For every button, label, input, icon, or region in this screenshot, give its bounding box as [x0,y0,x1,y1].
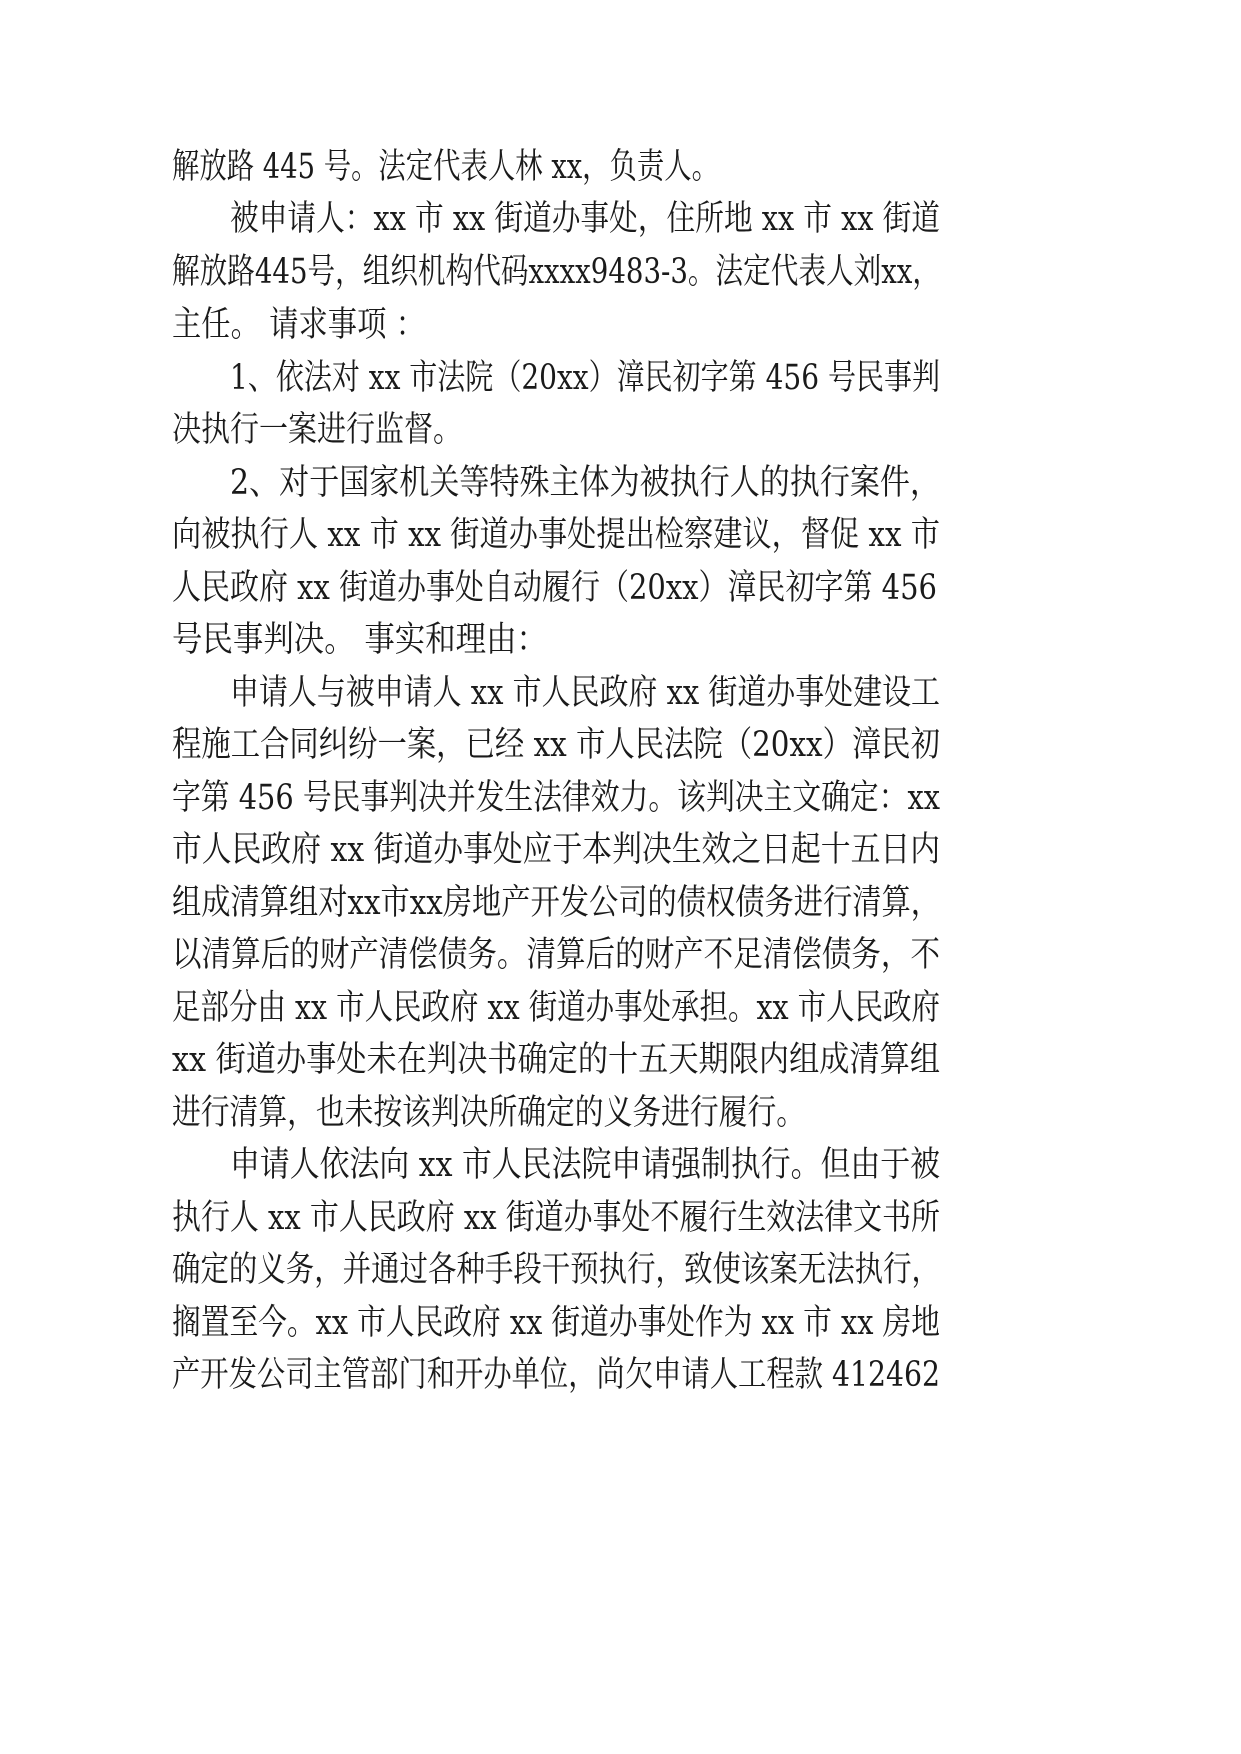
text-line [0,139,1241,195]
text-line [0,1085,1241,1141]
line-text: 决执行一案进行监督。 [172,410,462,450]
line-text: 搁置至今。xx 市人民政府 xx 街道办事处作为 xx 市 xx 房地 [172,1303,940,1343]
text-line [0,1347,1241,1403]
text-line [0,927,1241,983]
line-text: 被申请人：xx 市 xx 街道办事处，住所地 xx 市 xx 街道 [230,199,940,239]
line-text: 组成清算组对xx市xx房地产开发公司的债权债务进行清算， [172,883,940,923]
text-line [0,1137,1241,1193]
line-text: 1、依法对 xx 市法院（20xx）漳民初字第 456 号民事判 [230,358,940,398]
line-text: 解放路 445 号。法定代表人林 xx，负责人。 [172,147,719,187]
line-text: 字第 456 号民事判决并发生法律效力。该判决主文确定：xx [172,778,940,818]
line-text: 解放路445号，组织机构代码xxxx9483-3。法定代表人刘xx， [172,252,940,292]
text-line [0,402,1241,458]
line-text: 向被执行人 xx 市 xx 街道办事处提出检察建议，督促 xx 市 [172,515,940,555]
line-text: 申请人与被申请人 xx 市人民政府 xx 街道办事处建设工 [230,673,940,713]
text-line [0,980,1241,1036]
text-line [0,875,1241,931]
line-text: 进行清算，也未按该判决所确定的义务进行履行。 [172,1093,805,1133]
text-line [0,507,1241,563]
text-line [0,1190,1241,1246]
text-line [0,770,1241,826]
line-text: 号民事判决。 事实和理由： [172,620,547,660]
line-text: 主任。 请求事项 ： [172,305,425,345]
line-text: 产开发公司主管部门和开办单位，尚欠申请人工程款 412462 [172,1355,940,1395]
line-text: 以清算后的财产清偿债务。清算后的财产不足清偿债务，不 [172,935,940,975]
line-text: 执行人 xx 市人民政府 xx 街道办事处不履行生效法律文书所 [172,1198,940,1238]
line-text: 足部分由 xx 市人民政府 xx 街道办事处承担。xx 市人民政府 [172,988,940,1028]
text-line [0,665,1241,721]
line-text: 2、对于国家机关等特殊主体为被执行人的执行案件， [230,463,940,503]
text-line [0,350,1241,406]
text-line [0,455,1241,511]
text-line [0,191,1241,247]
line-text: xx 街道办事处未在判决书确定的十五天期限内组成清算组 [172,1040,940,1080]
text-line [0,297,1241,353]
text-line [0,612,1241,668]
line-text: 申请人依法向 xx 市人民法院申请强制执行。但由于被 [230,1145,940,1185]
text-line [0,1242,1241,1298]
text-line [0,560,1241,616]
text-line [0,1295,1241,1351]
text-line [0,717,1241,773]
text-line [0,244,1241,300]
text-line [0,1032,1241,1088]
line-text: 市人民政府 xx 街道办事处应于本判决生效之日起十五日内 [172,830,940,870]
line-text: 程施工合同纠纷一案，已经 xx 市人民法院（20xx）漳民初 [172,725,940,765]
line-text: 确定的义务，并通过各种手段干预执行，致使该案无法执行， [172,1250,940,1290]
line-text: 人民政府 xx 街道办事处自动履行（20xx）漳民初字第 456 [172,568,937,608]
text-line [0,822,1241,878]
